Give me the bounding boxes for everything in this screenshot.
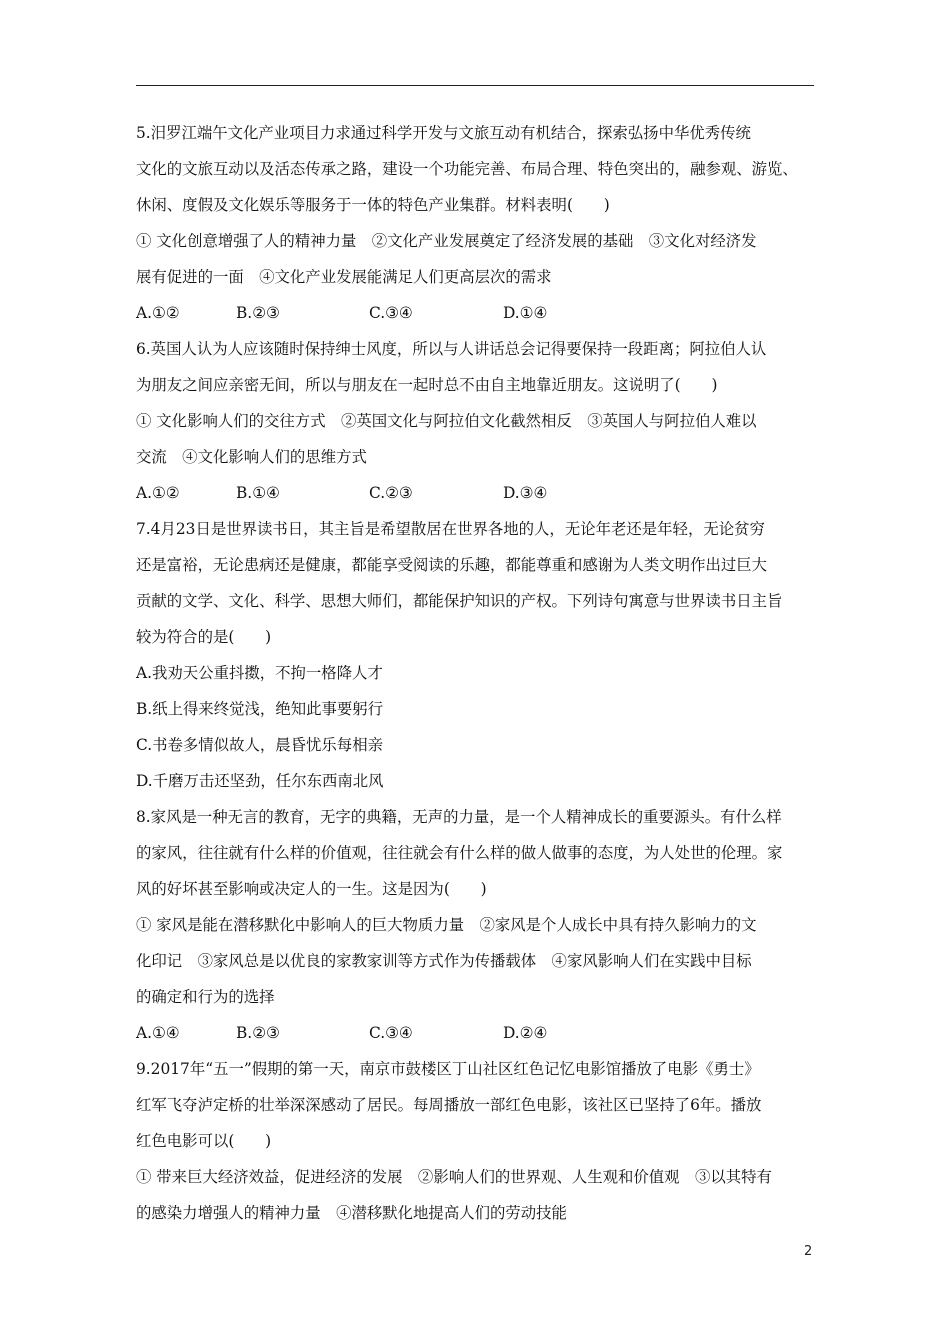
- question-9-line-3: 红色电影可以( ): [136, 1132, 272, 1150]
- question-5-line-3: 休闲、度假及文化娱乐等服务于一体的特色产业集群。材料表明( ): [136, 196, 610, 214]
- option-a: A.①②: [136, 484, 180, 502]
- question-list: [136, 115, 826, 1231]
- question-8-line-5: 化印记 ③家风总是以优良的家教家训等方式作为传播载体 ④家风影响人们在实践中目标: [136, 952, 752, 970]
- option-a: A.①②: [136, 304, 180, 322]
- option-c: C.③④: [369, 1024, 413, 1042]
- question-8-line-3: 风的好坏甚至影响或决定人的一生。这是因为( ): [136, 880, 487, 898]
- question-6-options: [136, 475, 826, 511]
- question-8-options: [136, 1015, 826, 1051]
- question-7-line-1: 7.4月23日是世界读书日，其主旨是希望散居在世界各地的人，无论年老还是年轻，无论贫穷: [136, 520, 765, 538]
- question-7-choice-b: B.纸上得来终觉浅，绝知此事要躬行: [136, 700, 384, 718]
- header-rule: [136, 85, 814, 86]
- question-6: [136, 331, 826, 511]
- question-8: [136, 799, 826, 1051]
- question-6-line-4: 交流 ④文化影响人们的思维方式: [136, 448, 367, 466]
- page-number: 2: [804, 1244, 813, 1259]
- question-9-line-1: 9.2017年“五一”假期的第一天，南京市鼓楼区丁山社区红色记忆电影馆播放了电影《勇士》: [136, 1060, 760, 1078]
- question-7: [136, 511, 826, 799]
- question-7-choice-c: C.书卷多情似故人，晨昏忧乐每相亲: [136, 736, 383, 754]
- question-9: [136, 1051, 826, 1231]
- option-c: C.③④: [369, 304, 413, 322]
- question-9-line-4: ① 带来巨大经济效益，促进经济的发展 ②影响人们的世界观、人生观和价值观 ③以其特有: [136, 1168, 772, 1186]
- question-5: [136, 115, 826, 331]
- question-7-line-2: 还是富裕，无论患病还是健康，都能享受阅读的乐趣，都能尊重和感谢为人类文明作出过巨大: [136, 556, 768, 574]
- question-9-line-5: 的感染力增强人的精神力量 ④潜移默化地提高人们的劳动技能: [136, 1204, 567, 1222]
- question-8-line-1: 8.家风是一种无言的教育，无字的典籍，无声的力量，是一个人精神成长的重要源头。有什么样: [136, 808, 782, 826]
- option-d: D.③④: [503, 484, 548, 502]
- question-9-line-2: 红军飞夺泸定桥的壮举深深感动了居民。每周播放一部红色电影，该社区已坚持了6年。播放: [136, 1096, 762, 1114]
- question-6-line-1: 6.英国人认为人应该随时保持绅士风度，所以与人讲话总会记得要保持一段距离；阿拉伯人认: [136, 340, 767, 358]
- option-d: D.①④: [503, 304, 548, 322]
- option-b: B.②③: [236, 304, 280, 322]
- option-d: D.②④: [503, 1024, 548, 1042]
- option-b: B.②③: [236, 1024, 280, 1042]
- option-c: C.②③: [369, 484, 413, 502]
- question-5-line-5: 展有促进的一面 ④文化产业发展能满足人们更高层次的需求: [136, 268, 552, 286]
- question-5-line-2: 文化的文旅互动以及活态传承之路，建设一个功能完善、布局合理、特色突出的，融参观、游览、: [136, 160, 798, 178]
- question-8-line-4: ① 家风是能在潜移默化中影响人的巨大物质力量 ②家风是个人成长中具有持久影响力的文: [136, 916, 757, 934]
- option-a: A.①④: [136, 1024, 180, 1042]
- question-8-line-2: 的家风，往往就有什么样的价值观，往往就会有什么样的做人做事的态度，为人处世的伦理。家: [136, 844, 783, 862]
- question-7-choice-d: D.千磨万击还坚劲，任尔东西南北风: [136, 772, 384, 790]
- question-7-line-3: 贡献的文学、文化、科学、思想大师们，都能保护知识的产权。下列诗句寓意与世界读书日主旨: [136, 592, 783, 610]
- option-b: B.①④: [236, 484, 280, 502]
- question-7-choice-a: A.我劝天公重抖擞，不拘一格降人才: [136, 664, 383, 682]
- question-6-line-3: ① 文化影响人们的交往方式 ②英国文化与阿拉伯文化截然相反 ③英国人与阿拉伯人难以: [136, 412, 757, 430]
- question-7-line-4: 较为符合的是( ): [136, 628, 272, 646]
- question-5-options: [136, 295, 826, 331]
- question-6-line-2: 为朋友之间应亲密无间，所以与朋友在一起时总不由自主地靠近朋友。这说明了( ): [136, 376, 718, 394]
- question-5-line-1: 5.汨罗江端午文化产业项目力求通过科学开发与文旅互动有机结合，探索弘扬中华优秀传统: [136, 124, 751, 142]
- question-8-line-6: 的确定和行为的选择: [136, 988, 275, 1006]
- question-5-line-4: ① 文化创意增强了人的精神力量 ②文化产业发展奠定了经济发展的基础 ③文化对经济发: [136, 232, 757, 250]
